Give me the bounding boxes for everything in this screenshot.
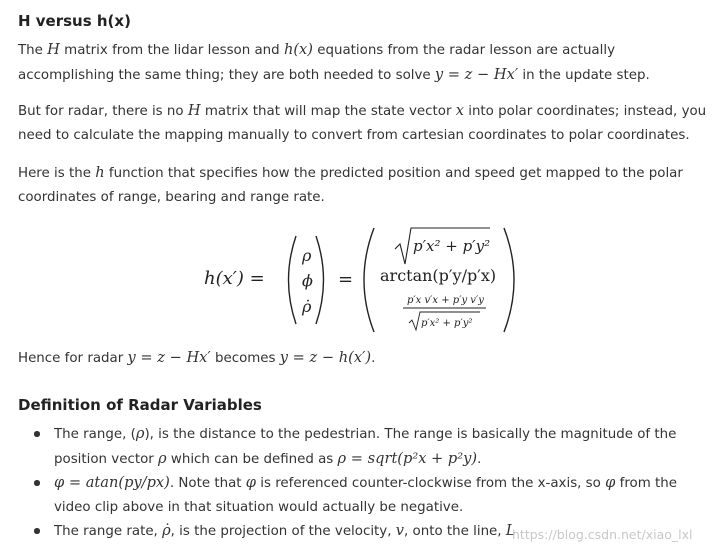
text: Hence for radar [18, 351, 128, 366]
text: The [18, 43, 48, 58]
bullet-dot [34, 480, 40, 486]
text: Here is the [18, 166, 96, 181]
eq-phi: ϕ [302, 271, 313, 290]
text: , onto the line, [404, 524, 506, 540]
watermark: https://blog.csdn.net/xiao_lxl [512, 527, 693, 542]
math-rhodot: ρ̇ [162, 522, 171, 540]
eq-rho: ρ [302, 246, 312, 265]
text: The range rate, [54, 524, 163, 540]
text: in the update step. [518, 68, 650, 83]
math-hx: h(x) [283, 41, 313, 58]
text: . [477, 451, 482, 467]
text: The range, ( [54, 427, 136, 442]
section-heading-h-versus-hx: H versus h(x) [18, 12, 131, 30]
math-phi: φ [245, 474, 256, 492]
text: matrix from the lidar lesson and [59, 43, 284, 58]
left-paren-big [364, 228, 374, 332]
math-v: v [395, 522, 404, 540]
paragraph-hence [18, 346, 712, 371]
right-paren-vector [316, 236, 324, 324]
list-item-bearing [18, 471, 708, 519]
text: becomes [210, 351, 280, 366]
eq-row3-denominator: p′x² + p′y² [421, 318, 473, 329]
math-H: H [47, 41, 60, 58]
text: ), is the distance to the pedestrian. The range is basically the magnitude of the position vector [54, 427, 677, 467]
math-radar-update-eq: y = z − h(x′) [279, 349, 372, 366]
bullet-dot [34, 528, 40, 534]
text: . [371, 351, 376, 366]
eq-rhodot: ρ̇ [302, 297, 312, 316]
bullet-dot [34, 431, 40, 437]
eq-row3-numerator: p′x v′x + p′y v′y [407, 295, 484, 306]
math-rho-def: ρ = sqrt(p²x + p²y) [337, 449, 478, 467]
math-h: h [95, 164, 105, 181]
text: , is the projection of the velocity, [170, 524, 396, 540]
h-function-equation [190, 224, 530, 336]
math-phi-def: φ = atan(py/px) [54, 474, 170, 492]
equation-lhs: h(x′) = [204, 268, 265, 289]
text: But for radar, there is no [18, 104, 188, 119]
eq-row2: arctan(p′y/p′x) [380, 266, 497, 285]
radar-variables-list [18, 422, 708, 544]
math-rho: ρ [135, 425, 145, 442]
text: function that specifies how the predicted position and speed get mapped to the polar coordinates of range, bearing and range rate. [18, 166, 683, 205]
equation-equals: = [338, 269, 354, 290]
math-update-eq: y = z − Hx′ [434, 66, 519, 83]
eq-row1: p′x² + p′y² [413, 237, 491, 255]
text: from the video clip above in that situation would actually be negative. [54, 476, 677, 515]
text: matrix that will map the state vector [200, 104, 456, 119]
math-x: x [455, 102, 464, 119]
paragraph-h-function [18, 161, 712, 210]
math-phi: φ [605, 474, 616, 492]
paragraph-radar-no-h [18, 99, 712, 148]
math-H: H [187, 102, 201, 119]
text: . Note that [169, 476, 246, 492]
section-heading-radar-variables: Definition of Radar Variables [18, 396, 262, 414]
right-paren-big [504, 228, 514, 332]
left-paren-vector [289, 236, 297, 324]
text: into polar coordinates; instead, you need to calculate the mapping manually to convert from cartesian coordinates to polar coordinates. [18, 104, 707, 143]
paragraph-h-matrix [18, 38, 712, 88]
text: which can be defined as [166, 451, 338, 467]
text: equations from the radar lesson are actually accomplishing the same thing; they are both needed to solve [18, 43, 616, 83]
text: is referenced counter-clockwise from the x-axis, so [256, 476, 606, 492]
math-L: L [505, 522, 516, 540]
math-update-eq: y = z − Hx′ [127, 349, 211, 366]
math-rho: ρ [158, 449, 167, 467]
list-item-range [18, 422, 708, 471]
